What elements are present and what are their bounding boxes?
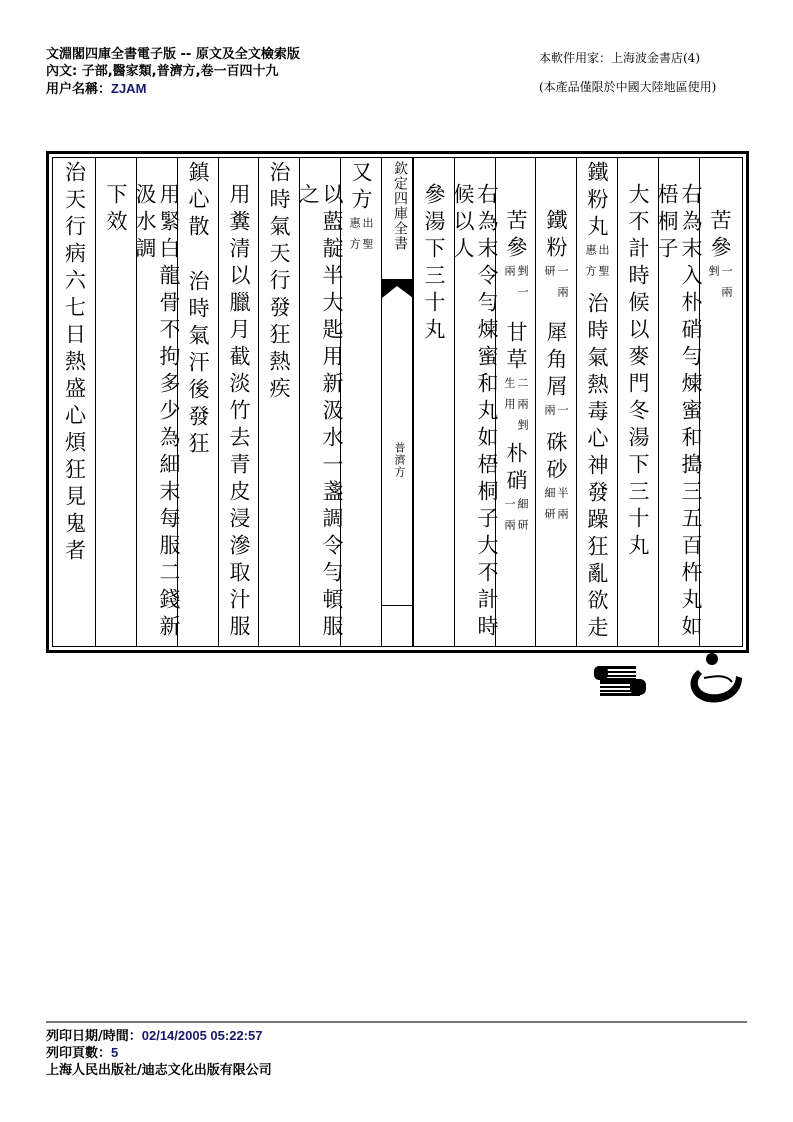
text-column (218, 157, 259, 646)
annotation-line: 兩 (543, 404, 556, 425)
content-path: 內文: 子部,醫家類,普濟方,卷一百四十九 (46, 64, 279, 79)
text-column (617, 157, 658, 646)
book-title: 普濟方 (393, 442, 406, 478)
text-column (177, 157, 218, 646)
annotation (348, 217, 374, 259)
series-title: 欽定四庫全書 (392, 161, 408, 251)
fishtail-mark-icon (382, 280, 413, 298)
annotation-line: 一兩 (720, 265, 733, 307)
main-text: 治天行病六七日熱盛心煩狂見鬼者 (62, 161, 87, 566)
annotation-line: 半兩 (556, 487, 569, 529)
main-text: 用糞清以臘月截淡竹去青皮浸滲取汁服 (227, 183, 251, 642)
annotation-line: 出聖 (361, 217, 374, 259)
text-column (576, 157, 617, 646)
text-column (54, 157, 95, 646)
publisher-emblem-icon (684, 652, 748, 708)
user-label: 用户名稱： (46, 82, 112, 97)
annotation-line: 二兩剉 (516, 377, 529, 440)
main-text: 以藍靛半大匙用新汲水一盞調令勻頓服之 (296, 183, 344, 642)
main-text: 鐵粉丸 (585, 161, 609, 242)
pages-value: 5 (111, 1045, 119, 1060)
footer-divider (46, 1021, 747, 1023)
annotation (543, 404, 569, 425)
annotation-line: 兩 (503, 265, 516, 286)
main-text: 硃砂 (544, 431, 568, 485)
text-column (296, 157, 344, 646)
main-text: 參湯下三十丸 (422, 183, 446, 345)
annotation-line: 細研 (543, 487, 556, 529)
annotation (503, 265, 529, 307)
annotation (584, 244, 610, 286)
main-text: 苦參 (708, 209, 732, 263)
main-text: 犀角屑 (544, 321, 568, 402)
text-column (413, 157, 454, 646)
books-logo-icon (592, 660, 654, 700)
text-column (495, 157, 536, 646)
annotation (707, 265, 733, 307)
annotation (543, 265, 569, 307)
text-column (655, 157, 703, 646)
annotation-line: 一 (556, 404, 569, 425)
restriction-note: (本產品僅限於中國大陸地區使用) (539, 80, 717, 94)
annotation-line: 剉一 (516, 265, 529, 307)
text-column (699, 157, 740, 646)
main-text: 下效 (104, 183, 128, 237)
main-text: 治時氣天行發狂熱疾 (267, 161, 291, 404)
product-title: 文淵閣四庫全書電子版 -- 原文及全文檢索版 (46, 47, 300, 62)
main-text: 右為末入朴硝勻煉蜜和搗三五百杵丸如梧桐子 (655, 183, 703, 642)
text-column (95, 157, 136, 646)
publisher: 上海人民出版社/迪志文化出版有限公司 (46, 1063, 272, 1078)
annotation-line: 一兩 (503, 498, 516, 540)
center-fold-column (381, 157, 413, 646)
main-text: 治時氣熱毒心神發躁狂亂欲走 (585, 292, 609, 643)
annotation-line: 一兩 (556, 265, 569, 307)
annotation-line: 惠方 (584, 244, 597, 286)
annotation (543, 487, 569, 529)
annotation (503, 498, 529, 540)
print-date-label: 列印日期/時間： (46, 1029, 142, 1044)
licensee: 本軟件用家：上海波金書店(4) (539, 51, 700, 65)
annotation-line: 剉 (707, 265, 720, 286)
header-left (46, 46, 300, 98)
main-text: 治時氣汗後發狂 (186, 270, 210, 459)
main-text: 鎮心散 (186, 161, 210, 242)
annotation (503, 377, 529, 440)
annotation-line: 惠方 (348, 217, 361, 259)
text-column (133, 157, 181, 646)
main-text: 甘草 (504, 321, 528, 375)
text-column (451, 157, 499, 646)
pages-label: 列印頁數： (46, 1046, 112, 1061)
main-text: 苦參 (504, 209, 528, 263)
main-text: 大不計時候以麥門冬湯下三十丸 (626, 183, 650, 561)
user-value: ZJAM (111, 81, 147, 96)
main-text: 鐵粉 (544, 209, 568, 263)
text-column (340, 157, 381, 646)
main-text: 又方 (349, 161, 373, 215)
annotation-line: 出聖 (597, 244, 610, 286)
main-text: 朴硝 (504, 442, 528, 496)
annotation-line: 研 (543, 265, 556, 286)
main-text: 用緊白龍骨不拘多少為細末每服二錢新汲水調 (133, 183, 181, 642)
text-column (535, 157, 576, 646)
print-date-value: 02/14/2005 05:22:57 (141, 1028, 263, 1043)
user-name (46, 80, 300, 98)
main-text: 右為末令勻煉蜜和丸如梧桐子大不計時候以人 (451, 183, 499, 642)
annotation-line: 細研 (516, 498, 529, 540)
text-column (258, 157, 299, 646)
annotation-line: 生用 (503, 377, 516, 419)
